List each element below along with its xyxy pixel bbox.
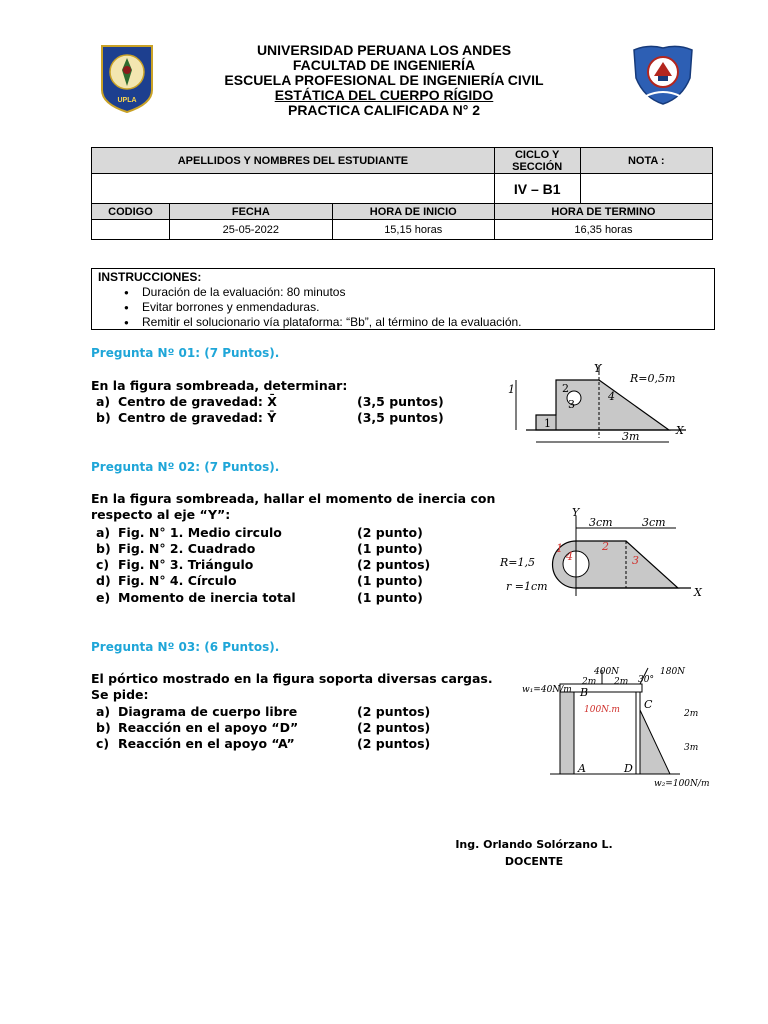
q2-item-letter: a) bbox=[96, 525, 111, 540]
grade-field[interactable] bbox=[580, 174, 712, 204]
q1-fig-label: 1 bbox=[544, 417, 551, 430]
student-name-label: APELLIDOS Y NOMBRES DEL ESTUDIANTE bbox=[92, 148, 495, 174]
q3-fig-node: C bbox=[644, 698, 653, 711]
exam-title: PRACTICA CALIFICADA N° 2 bbox=[287, 102, 480, 118]
instruction-item: ● Remitir el solucionario vía plataforma: “Bb”, al término de la evaluación. bbox=[124, 315, 708, 330]
q3-item-points: (2 puntos) bbox=[357, 720, 431, 735]
q2-item-text: Fig. N° 2. Cuadrado bbox=[118, 541, 256, 556]
q1-fig-label: 3 bbox=[568, 398, 575, 411]
q1-item-points: (3,5 puntos) bbox=[357, 394, 444, 409]
q2-item-points: (2 puntos) bbox=[357, 557, 431, 572]
q2-figure bbox=[496, 506, 708, 606]
q1-item-text: Centro de gravedad: Ȳ bbox=[118, 410, 277, 425]
q2-item-letter: b) bbox=[96, 541, 111, 556]
q2-item-points: (1 punto) bbox=[357, 590, 423, 605]
q2-fig-label: 3 bbox=[632, 554, 639, 567]
q1-fig-label: 2 bbox=[562, 382, 569, 395]
course-title: ESTÁTICA DEL CUERPO RÍGIDO bbox=[274, 87, 494, 103]
q1-fig-label: 1 bbox=[508, 383, 515, 396]
q2-item-points: (1 punto) bbox=[357, 541, 423, 556]
q2-item-letter: e) bbox=[96, 590, 111, 605]
end-time-value: 16,35 horas bbox=[494, 220, 712, 240]
teacher-name: Ing. Orlando Solórzano L. bbox=[455, 838, 613, 851]
q1-item-letter: a) bbox=[96, 394, 111, 409]
instructions-title: INSTRUCCIONES: bbox=[98, 270, 202, 284]
q3-item-points: (2 puntos) bbox=[357, 736, 431, 751]
q2-text: respecto al eje “Y”: bbox=[91, 507, 231, 522]
q3-fig-load: w₁=40N/m bbox=[522, 685, 572, 695]
q3-fig-load: w₂=100N/m bbox=[654, 779, 710, 789]
q3-fig-force: 400N bbox=[594, 667, 620, 677]
q1-fig-label: 4 bbox=[608, 390, 615, 403]
q3-fig-dim: 2m bbox=[684, 709, 699, 719]
instruction-item: ● Duración de la evaluación: 80 minutos bbox=[124, 285, 708, 300]
q3-fig-force: 180N bbox=[660, 667, 686, 677]
q3-item-text: Reacción en el apoyo “D” bbox=[118, 720, 299, 735]
q2-fig-radius: R=1,5 bbox=[500, 556, 535, 569]
q2-fig-dim: 3cm bbox=[589, 516, 613, 529]
q3-item-points: (2 puntos) bbox=[357, 704, 431, 719]
q3-fig-node: A bbox=[578, 762, 586, 775]
q2-fig-y-axis: Y bbox=[572, 506, 580, 519]
faculty-title: FACULTAD DE INGENIERÍA bbox=[292, 57, 476, 73]
q3-fig-dim: 2m bbox=[614, 677, 629, 687]
date-value: 25-05-2022 bbox=[169, 220, 332, 240]
q2-title: Pregunta Nº 02: (7 Puntos). bbox=[91, 460, 280, 474]
q2-item-points: (2 punto) bbox=[357, 525, 423, 540]
q3-item-letter: c) bbox=[96, 736, 110, 751]
q1-item-text: Centro de gravedad: X̄ bbox=[118, 394, 277, 409]
q1-fig-x-axis: X bbox=[676, 424, 684, 437]
q2-text: En la figura sombreada, hallar el momento de inercia con bbox=[91, 491, 496, 506]
q3-text: El pórtico mostrado en la figura soporta diversas cargas. bbox=[91, 671, 493, 686]
code-field[interactable] bbox=[92, 220, 170, 240]
q2-fig-label: 2 bbox=[602, 540, 609, 553]
q2-fig-label: 1 bbox=[556, 542, 563, 555]
q1-fig-radius: R=0,5m bbox=[630, 372, 676, 385]
q3-fig-angle: 30° bbox=[638, 675, 654, 685]
q2-item-letter: c) bbox=[96, 557, 110, 572]
q3-figure bbox=[520, 660, 710, 792]
school-title: ESCUELA PROFESIONAL DE INGENIERÍA CIVIL bbox=[224, 72, 544, 88]
date-label: FECHA bbox=[169, 204, 332, 220]
q3-fig-dim: 3m bbox=[684, 743, 699, 753]
q1-item-points: (3,5 puntos) bbox=[357, 410, 444, 425]
q1-figure bbox=[496, 360, 708, 460]
q1-item-letter: b) bbox=[96, 410, 111, 425]
q2-item-letter: d) bbox=[96, 573, 111, 588]
q3-fig-moment: 100N.m bbox=[584, 705, 620, 715]
q2-item-text: Momento de inercia total bbox=[118, 590, 296, 605]
instructions-list bbox=[98, 285, 708, 330]
q3-text: Se pide: bbox=[91, 687, 149, 702]
q1-text: En la figura sombreada, determinar: bbox=[91, 378, 348, 393]
q3-item-letter: b) bbox=[96, 720, 111, 735]
teacher-role: DOCENTE bbox=[504, 855, 564, 868]
instruction-item: ● Evitar borrones y enmendaduras. bbox=[124, 300, 708, 315]
end-time-label: HORA DE TERMINO bbox=[494, 204, 712, 220]
student-name-field[interactable] bbox=[92, 174, 495, 204]
student-info-table bbox=[91, 147, 713, 240]
q3-title: Pregunta Nº 03: (6 Puntos). bbox=[91, 640, 280, 654]
q1-fig-dim: 3m bbox=[622, 430, 640, 443]
cycle-value: IV – B1 bbox=[494, 174, 580, 204]
q1-fig-y-axis: Y bbox=[594, 362, 602, 375]
university-title: UNIVERSIDAD PERUANA LOS ANDES bbox=[256, 42, 512, 58]
start-time-value: 15,15 horas bbox=[332, 220, 494, 240]
q2-item-points: (1 punto) bbox=[357, 573, 423, 588]
instructions-box bbox=[91, 268, 715, 330]
q2-fig-label: 4 bbox=[566, 550, 573, 563]
cycle-label: CICLO Y SECCIÓN bbox=[494, 148, 580, 174]
q2-item-text: Fig. N° 4. Círculo bbox=[118, 573, 237, 588]
q3-fig-node: B bbox=[580, 686, 589, 699]
q1-title: Pregunta Nº 01: (7 Puntos). bbox=[91, 346, 280, 360]
code-label: CODIGO bbox=[92, 204, 170, 220]
q3-fig-node: D bbox=[624, 762, 633, 775]
q3-item-text: Diagrama de cuerpo libre bbox=[118, 704, 298, 719]
q3-fig-dim: 2m bbox=[582, 677, 597, 687]
q2-fig-dim: 3cm bbox=[642, 516, 666, 529]
q2-fig-inner-radius: r =1cm bbox=[506, 580, 548, 593]
q3-item-letter: a) bbox=[96, 704, 111, 719]
start-time-label: HORA DE INICIO bbox=[332, 204, 494, 220]
logo-left-text: UPLA bbox=[117, 97, 137, 104]
grade-label: NOTA : bbox=[580, 148, 712, 174]
q2-item-text: Fig. N° 1. Medio circulo bbox=[118, 525, 282, 540]
q2-fig-x-axis: X bbox=[694, 586, 702, 599]
q3-item-text: Reacción en el apoyo “A” bbox=[118, 736, 295, 751]
q2-item-text: Fig. N° 3. Triángulo bbox=[118, 557, 254, 572]
